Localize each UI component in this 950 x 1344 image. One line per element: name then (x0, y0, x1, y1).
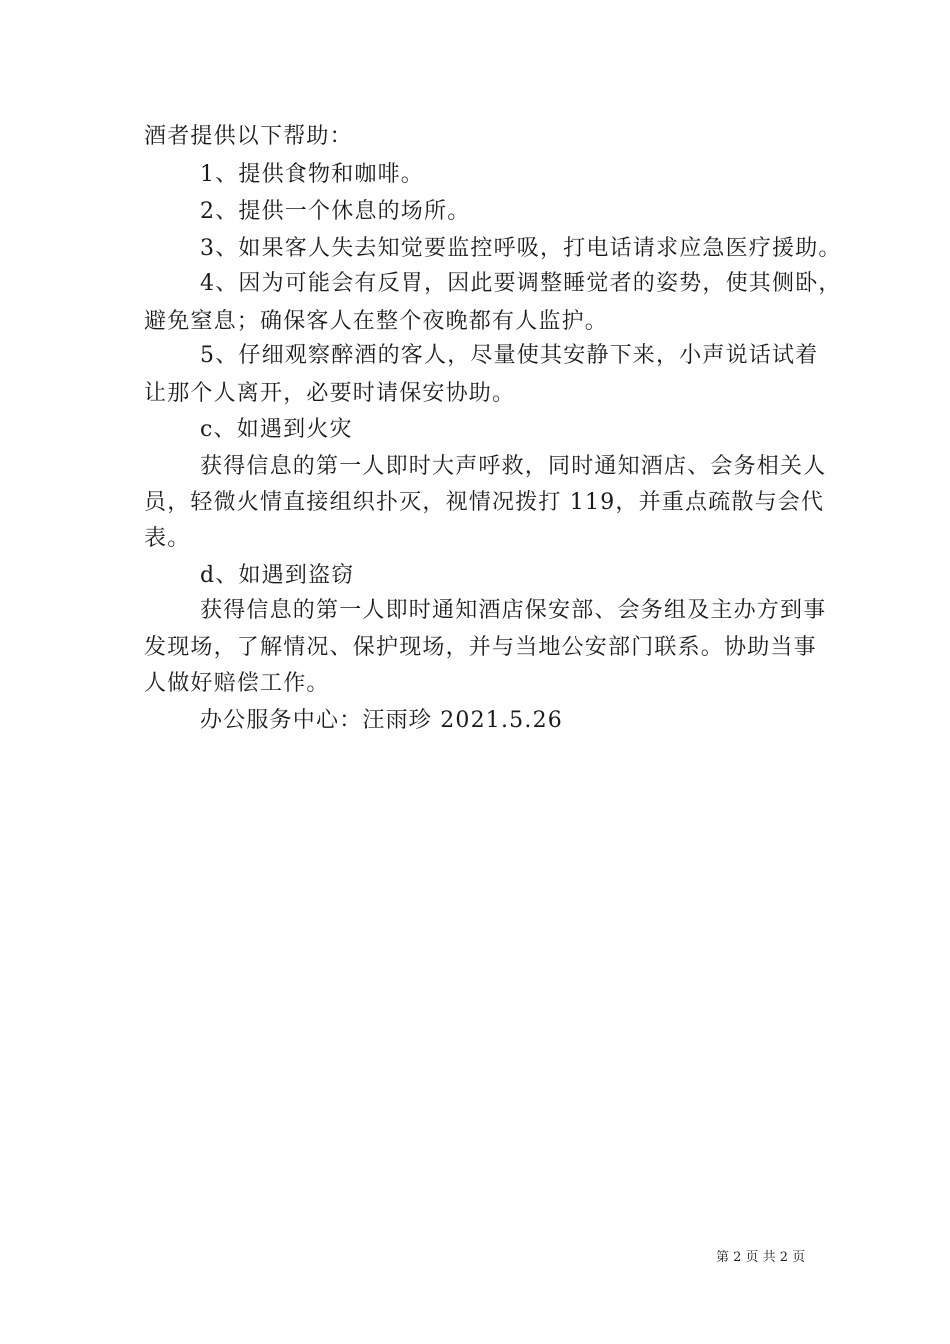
page-number: 第 2 页 共 2 页 (716, 1250, 806, 1265)
text-line: 办公服务中心：汪雨珍 2021.5.26 (200, 708, 563, 733)
text-line: 获得信息的第一人即时通知酒店保安部、会务组及主办方到事 (200, 598, 827, 623)
text-line: 避免窒息；确保客人在整个夜晚都有人监护。 (144, 309, 609, 334)
text-line: 人做好赔偿工作。 (144, 671, 330, 696)
text-line: 发现场，了解情况、保护现场，并与当地公安部门联系。协助当事 (144, 635, 817, 660)
text-line: 3、如果客人失去知觉要监控呼吸，打电话请求应急医疗援助。 (200, 236, 842, 261)
text-line: 1、提供食物和咖啡。 (200, 162, 424, 187)
text-line: 获得信息的第一人即时大声呼救，同时通知酒店、会务相关人 (200, 454, 827, 479)
text-line: 让那个人离开，必要时请保安协助。 (144, 381, 516, 406)
text-line: 5、仔细观察醉酒的客人，尽量使其安静下来，小声说话试着 (200, 343, 819, 368)
text-line: 员，轻微火情直接组织扑灭，视情况拨打 119，并重点疏散与会代 (144, 490, 825, 515)
text-line: c、如遇到火灾 (200, 417, 353, 442)
text-line: d、如遇到盗窃 (200, 563, 355, 588)
text-line: 酒者提供以下帮助： (144, 124, 353, 149)
text-line: 4、因为可能会有反胃，因此要调整睡觉者的姿势，使其侧卧， (200, 271, 842, 296)
text-line: 表。 (144, 526, 191, 551)
text-line: 2、提供一个休息的场所。 (200, 199, 471, 224)
